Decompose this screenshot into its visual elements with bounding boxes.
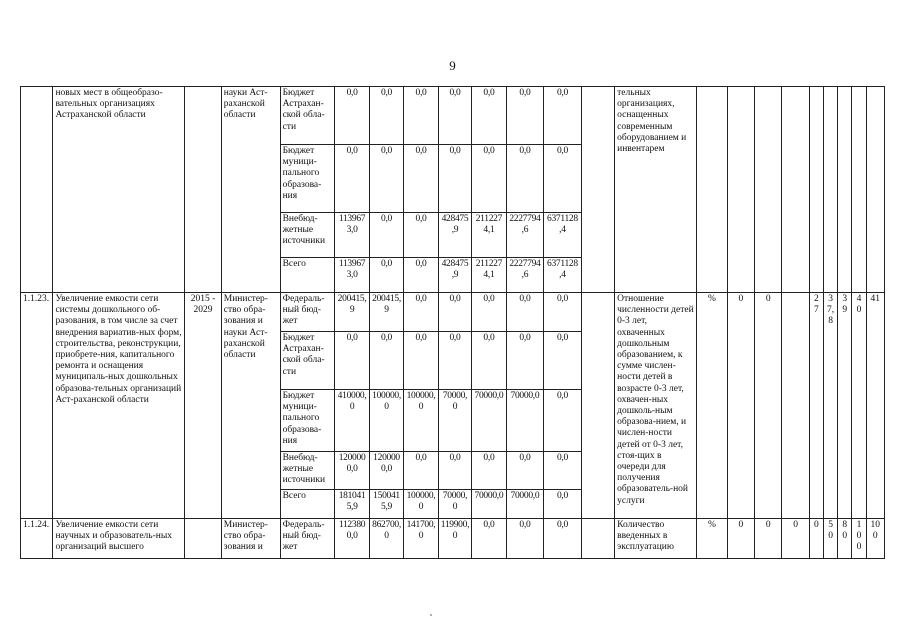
amount-cell: 70000,0 (506, 390, 544, 452)
target-cell (727, 87, 754, 293)
amount-cell: 0,0 (472, 87, 506, 145)
row-years (185, 519, 222, 559)
amount-cell: 2227794,6 (506, 258, 544, 293)
indicator-description: Отношение численности детей 0-3 лет, охваченных дошкольным образованием, к сумме числен-ности детей в возрасте 0-3 лет, охвачен-ных дошколь-ным образова-нием, и числен-ности детей от 0-3 лет, стоя-щих в очереди для получения образователь-ной услуги (615, 293, 697, 519)
amount-cell: 1139673,0 (335, 258, 369, 293)
target-cell: 0 (782, 519, 809, 559)
target-cell: 100 (866, 519, 884, 559)
amount-cell: 0,0 (544, 332, 582, 390)
empty-cell (581, 519, 614, 559)
target-cell: 27 (809, 293, 823, 519)
amount-cell: 0,0 (335, 332, 369, 390)
amount-cell: 1500415,9 (369, 490, 403, 519)
amount-cell: 0,0 (369, 258, 403, 293)
target-cell (755, 87, 782, 293)
amount-cell: 0,0 (369, 87, 403, 145)
indicator-description: тельных организациях, оснащенных современным оборудованием и инвентарем (615, 87, 697, 293)
target-cell: 40 (852, 293, 866, 519)
unit-cell: % (697, 293, 727, 519)
row-code: 1.1.23. (21, 293, 53, 519)
activity-name: Увеличение емкости сети системы дошкольного об-разования, в том числе за счет внедрения вариатив-ных форм, строительства, реконструкции, приобрете-ния, капитального ремонта и оснащения муниципаль-ных дошкольных образова-тельных организаций Аст-раханской области (53, 293, 185, 519)
amount-cell: 6371128,4 (544, 258, 582, 293)
funding-source: Бюджет муници-пального образова-ния (280, 145, 335, 213)
target-cell: 0 (727, 293, 754, 519)
amount-cell: 2227794,6 (506, 213, 544, 258)
amount-cell: 0,0 (544, 390, 582, 452)
amount-cell: 70000,0 (506, 490, 544, 519)
amount-cell: 410000,0 (335, 390, 369, 452)
amount-cell: 0,0 (544, 293, 582, 332)
amount-cell: 200415,9 (369, 293, 403, 332)
amount-cell: 0,0 (369, 332, 403, 390)
amount-cell: 1139673,0 (335, 213, 369, 258)
amount-cell: 70000,0 (472, 490, 506, 519)
amount-cell: 0,0 (404, 258, 438, 293)
amount-cell: 0,0 (506, 87, 544, 145)
amount-cell: 70000,0 (438, 390, 471, 452)
amount-cell: 428475,9 (438, 213, 471, 258)
target-cell: 0 (727, 519, 754, 559)
executor: Министер-ство обра-зования и (221, 519, 280, 559)
target-cell (782, 293, 809, 519)
amount-cell: 119900,0 (438, 519, 471, 559)
target-cell: 0 (755, 293, 782, 519)
row-code (21, 87, 53, 293)
target-cell (838, 87, 852, 293)
empty-cell (581, 293, 614, 519)
amount-cell: 0,0 (506, 293, 544, 332)
amount-cell: 0,0 (472, 452, 506, 490)
amount-cell: 0,0 (544, 145, 582, 213)
amount-cell: 428475,9 (438, 258, 471, 293)
activity-name: Увеличение емкости сети научных и образователь-ных организаций высшего (53, 519, 185, 559)
unit-cell (697, 87, 727, 293)
funding-source: Внебюд-жетные источники (280, 213, 335, 258)
target-cell (852, 87, 866, 293)
indicator-description: Количество введенных в эксплуатацию (615, 519, 697, 559)
unit-cell: % (697, 519, 727, 559)
scan-speck (430, 614, 432, 616)
target-cell: 80 (838, 519, 852, 559)
amount-cell: 0,0 (404, 332, 438, 390)
amount-cell: 0,0 (404, 145, 438, 213)
target-cell (824, 87, 838, 293)
target-cell (809, 87, 823, 293)
amount-cell: 0,0 (544, 490, 582, 519)
target-cell: 0 (755, 519, 782, 559)
target-cell: 39 (838, 293, 852, 519)
target-cell: 0 (809, 519, 823, 559)
amount-cell: 141700,0 (404, 519, 438, 559)
table-row (21, 293, 885, 332)
amount-cell: 1123800,0 (335, 519, 369, 559)
target-cell: 41 (866, 293, 884, 519)
funding-source: Всего (280, 258, 335, 293)
amount-cell: 6371128,4 (544, 213, 582, 258)
funding-source: Федераль-ный бюд-жет (280, 293, 335, 332)
amount-cell: 0,0 (369, 213, 403, 258)
amount-cell: 862700,0 (369, 519, 403, 559)
amount-cell: 0,0 (404, 213, 438, 258)
target-cell (866, 87, 884, 293)
table-row (21, 87, 885, 145)
amount-cell: 0,0 (404, 293, 438, 332)
amount-cell: 0,0 (544, 452, 582, 490)
target-cell: 100 (852, 519, 866, 559)
amount-cell: 0,0 (404, 452, 438, 490)
program-table (20, 86, 885, 559)
amount-cell: 1200000,0 (369, 452, 403, 490)
funding-source: Внебюд-жетные источники (280, 452, 335, 490)
amount-cell: 0,0 (506, 145, 544, 213)
amount-cell: 0,0 (472, 145, 506, 213)
amount-cell: 70000,0 (472, 390, 506, 452)
funding-source: Федераль-ный бюд-жет (280, 519, 335, 559)
activity-name: новых мест в общеобразо-вательных организациях Астраханской области (53, 87, 185, 293)
amount-cell: 0,0 (544, 87, 582, 145)
target-cell: 37,8 (824, 293, 838, 519)
amount-cell: 2112274,1 (472, 258, 506, 293)
amount-cell: 200415,9 (335, 293, 369, 332)
amount-cell: 100000,0 (369, 390, 403, 452)
amount-cell: 0,0 (438, 332, 471, 390)
table-row (21, 519, 885, 559)
amount-cell: 0,0 (472, 293, 506, 332)
amount-cell: 100000,0 (404, 490, 438, 519)
funding-source: Бюджет муници-пального образова-ния (280, 390, 335, 452)
row-code: 1.1.24. (21, 519, 53, 559)
amount-cell: 0,0 (438, 293, 471, 332)
amount-cell: 0,0 (438, 87, 471, 145)
amount-cell: 0,0 (438, 452, 471, 490)
amount-cell: 1200000,0 (335, 452, 369, 490)
executor: Министер-ство обра-зования и науки Аст-раханской области (221, 293, 280, 519)
amount-cell: 0,0 (472, 519, 506, 559)
amount-cell: 0,0 (404, 87, 438, 145)
amount-cell: 100000,0 (404, 390, 438, 452)
amount-cell: 0,0 (335, 87, 369, 145)
funding-source: Бюджет Астрахан-ской обла-сти (280, 332, 335, 390)
amount-cell: 0,0 (369, 145, 403, 213)
target-cell (782, 87, 809, 293)
amount-cell: 0,0 (506, 332, 544, 390)
page-number: 9 (449, 58, 456, 73)
amount-cell: 0,0 (472, 332, 506, 390)
row-years: 2015 - 2029 (185, 293, 222, 519)
funding-source: Бюджет Астрахан-ской обла-сти (280, 87, 335, 145)
empty-cell (581, 87, 614, 293)
amount-cell: 0,0 (506, 452, 544, 490)
row-years (185, 87, 222, 293)
amount-cell: 1810415,9 (335, 490, 369, 519)
target-cell: 50 (824, 519, 838, 559)
amount-cell: 0,0 (438, 145, 471, 213)
amount-cell: 0,0 (544, 519, 582, 559)
executor: науки Аст-раханской области (221, 87, 280, 293)
amount-cell: 2112274,1 (472, 213, 506, 258)
funding-source: Всего (280, 490, 335, 519)
amount-cell: 70000,0 (438, 490, 471, 519)
amount-cell: 0,0 (506, 519, 544, 559)
amount-cell: 0,0 (335, 145, 369, 213)
